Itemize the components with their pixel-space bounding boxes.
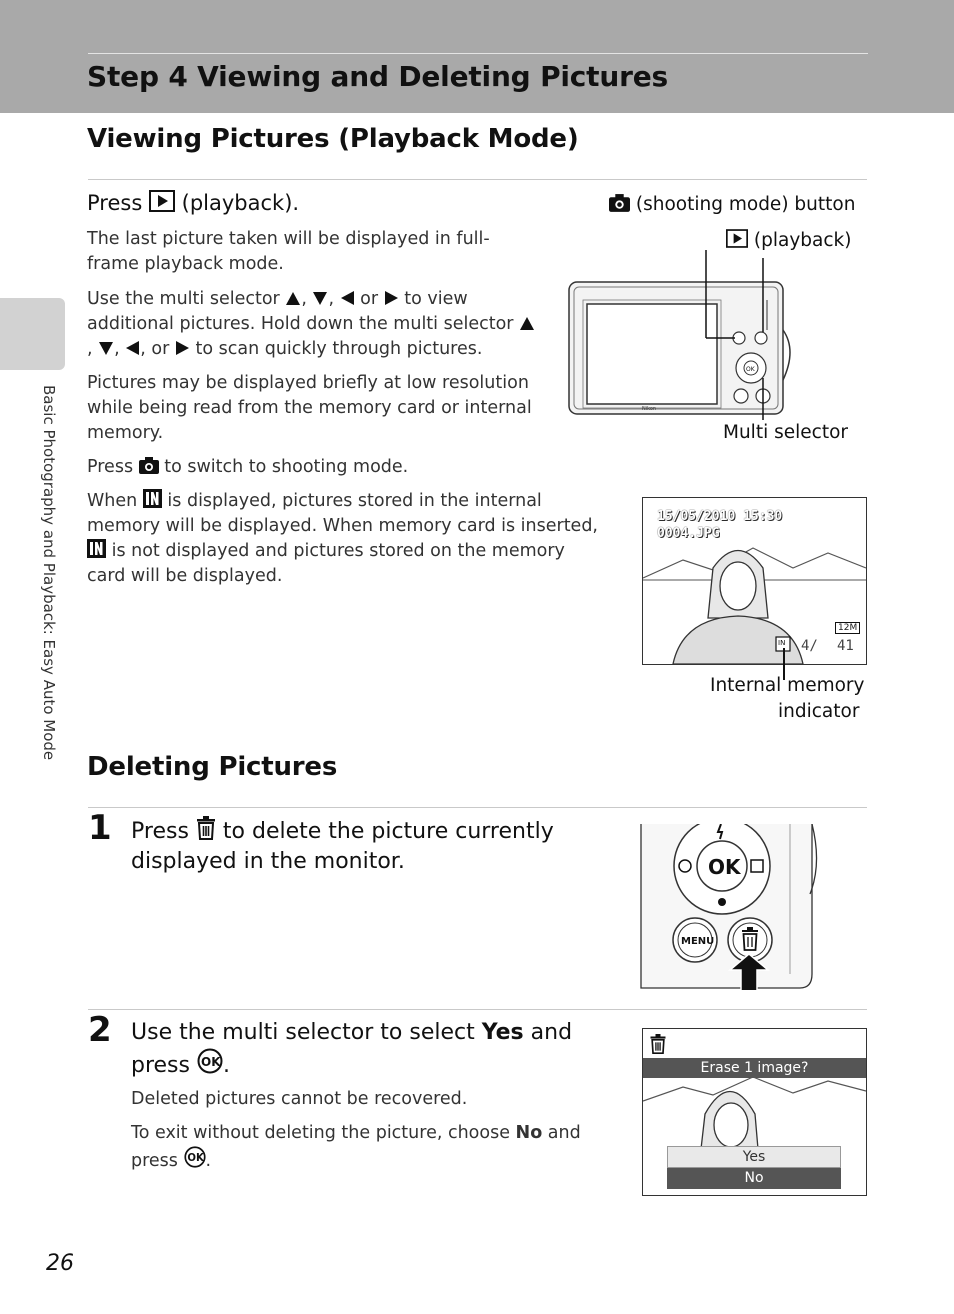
- svg-text:OK: OK: [708, 855, 741, 879]
- triangle-down-icon: [312, 291, 328, 306]
- triangle-up-icon: [519, 316, 535, 331]
- internal-memory-icon: IN: [778, 639, 786, 647]
- page-title: Step 4 Viewing and Deleting Pictures: [87, 60, 668, 93]
- dialog-option-yes[interactable]: Yes: [667, 1146, 841, 1168]
- label-playback-button: (playback): [726, 229, 851, 251]
- screen-total-frames: 41: [837, 638, 854, 654]
- paragraph-last-picture: The last picture taken will be displayed in full-frame playback mode.: [87, 229, 490, 274]
- section-heading-viewing: Viewing Pictures (Playback Mode): [87, 124, 579, 154]
- erase-dialog-screen: [642, 1028, 867, 1196]
- svg-text:Nikon: Nikon: [642, 406, 657, 412]
- triangle-left-icon: [125, 340, 140, 356]
- triangle-right-icon: [175, 340, 190, 356]
- trash-icon: [196, 816, 216, 840]
- dialog-option-no[interactable]: No: [667, 1168, 841, 1189]
- delete-button-illustration: [640, 824, 820, 990]
- chapter-side-label: Basic Photography and Playback: Easy Auto Mode: [40, 385, 58, 761]
- playback-icon: [149, 190, 175, 212]
- section-rule-viewing: [88, 179, 867, 180]
- image-mode-icon: 12M: [835, 622, 860, 634]
- label-shooting-mode-button: (shooting mode) button: [609, 194, 855, 215]
- note-exit-without-deleting: To exit without deleting the picture, choose No and press OK .: [131, 1123, 581, 1171]
- step-2-text: Use the multi selector to select Yes and press OK .: [131, 1020, 573, 1078]
- press-playback-instruction: Press (playback).: [87, 191, 300, 215]
- ok-icon: [184, 1146, 206, 1168]
- camera-back-illustration: [565, 250, 795, 420]
- triangle-up-icon: [285, 291, 301, 306]
- label-internal-memory: Internal memory: [710, 675, 865, 696]
- svg-text:OK: OK: [186, 1153, 204, 1165]
- internal-memory-icon: [87, 539, 106, 558]
- label-multi-selector: Multi selector: [723, 422, 848, 443]
- triangle-right-icon: [384, 290, 399, 306]
- section-heading-deleting: Deleting Pictures: [87, 752, 338, 782]
- step-number-1: 1: [88, 808, 112, 848]
- svg-text:OK: OK: [746, 366, 755, 373]
- paragraph-low-resolution: Pictures may be displayed briefly at low resolution while being read from the memory card or internal memory.: [87, 373, 532, 443]
- dialog-title: Erase 1 image?: [643, 1058, 866, 1078]
- internal-memory-icon: [143, 489, 162, 508]
- screen-frame-number: 4/: [801, 638, 818, 654]
- triangle-left-icon: [340, 290, 355, 306]
- screen-filename: 0004.JPG: [657, 526, 720, 541]
- trash-icon: [649, 1034, 667, 1058]
- triangle-down-icon: [98, 341, 114, 356]
- page-number: 26: [46, 1251, 74, 1276]
- section-rule-deleting: [88, 807, 867, 808]
- camera-icon: [609, 194, 630, 212]
- playback-screen-illustration: [642, 497, 867, 665]
- header-band: [0, 0, 954, 113]
- step-divider: [88, 1009, 867, 1010]
- camera-icon: [139, 457, 159, 474]
- header-rule: [88, 53, 868, 54]
- label-internal-memory-indicator: indicator: [778, 701, 860, 722]
- paragraph-internal-memory: When is displayed, pictures stored in the internal memory will be displayed. When memory card is inserted, is not displayed and pictures stored on the memory card will be displayed.: [87, 491, 598, 586]
- chapter-tab: [0, 298, 65, 370]
- screen-datetime: 15/05/2010 15:30: [657, 509, 783, 524]
- step-1-text: Press to delete the picture currently displayed in the monitor.: [131, 816, 601, 877]
- paragraph-multi-selector: Use the multi selector , , or to view additional pictures. Hold down the multi selector , , , or to scan quickly through pictures.: [87, 287, 537, 362]
- ok-icon: [197, 1048, 223, 1074]
- step-number-2: 2: [88, 1010, 112, 1050]
- svg-text:OK: OK: [201, 1055, 221, 1069]
- svg-text:MENU: MENU: [681, 936, 715, 947]
- paragraph-shooting-mode: Press to switch to shooting mode.: [87, 457, 409, 477]
- note-cannot-recover: Deleted pictures cannot be recovered.: [131, 1089, 468, 1109]
- playback-icon: [726, 229, 748, 248]
